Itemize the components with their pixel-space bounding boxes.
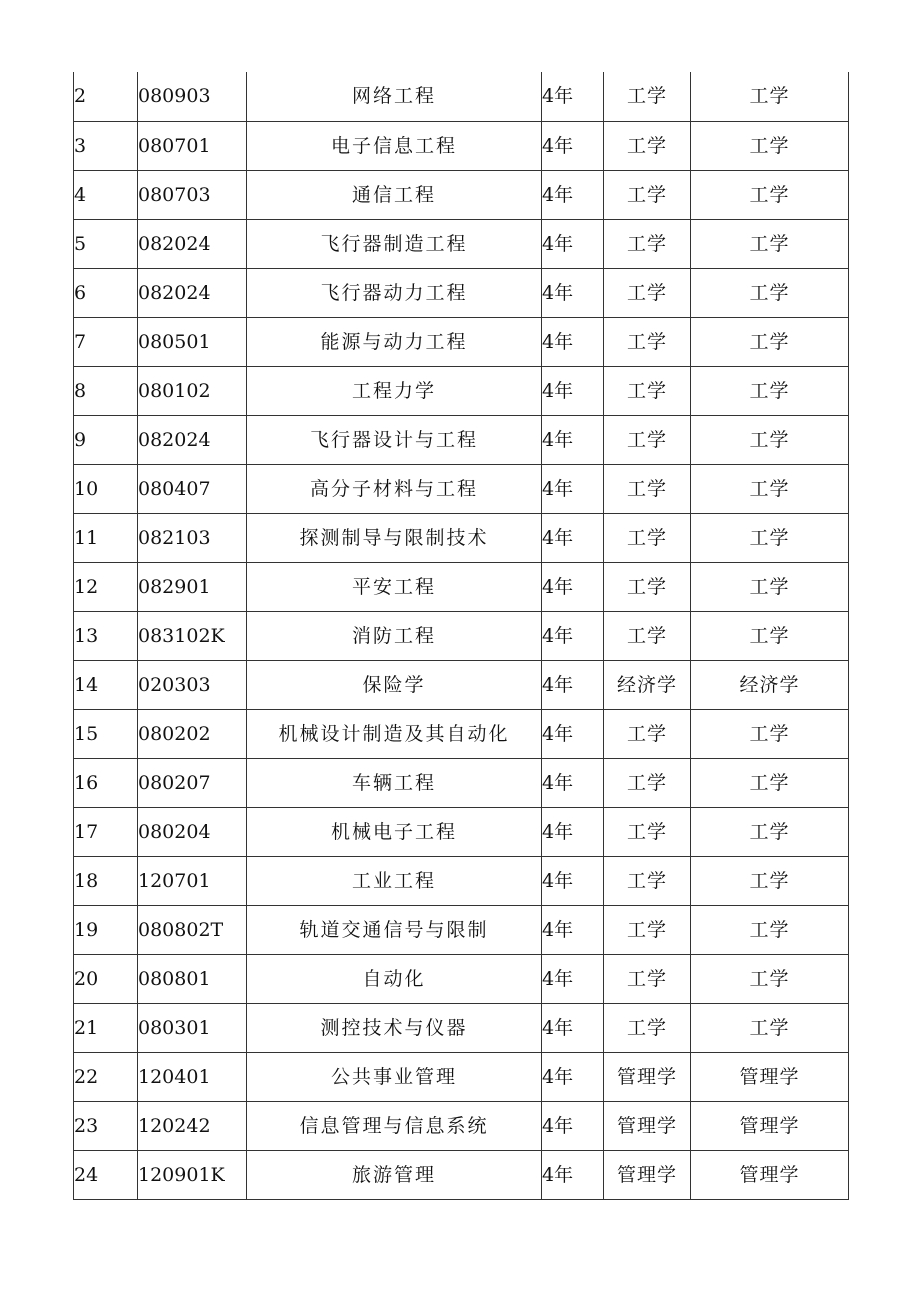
major-code-cell: 120701 <box>138 857 247 906</box>
discipline-category-cell: 工学 <box>604 220 691 269</box>
degree-type-cell: 工学 <box>691 72 849 122</box>
row-number-cell: 17 <box>74 808 138 857</box>
major-code-cell: 080703 <box>138 171 247 220</box>
row-number-cell: 4 <box>74 171 138 220</box>
table-row <box>74 759 849 808</box>
degree-type-cell: 管理学 <box>691 1053 849 1102</box>
major-name-cell: 轨道交通信号与限制 <box>247 906 542 955</box>
discipline-category-cell: 管理学 <box>604 1053 691 1102</box>
row-number-cell: 9 <box>74 416 138 465</box>
row-number-cell: 14 <box>74 661 138 710</box>
discipline-category-cell: 管理学 <box>604 1102 691 1151</box>
row-number-cell: 12 <box>74 563 138 612</box>
table-row <box>74 808 849 857</box>
study-length-cell: 4年 <box>542 808 604 857</box>
table-row <box>74 1004 849 1053</box>
major-name-cell: 车辆工程 <box>247 759 542 808</box>
major-code-cell: 080701 <box>138 122 247 171</box>
major-name-cell: 保险学 <box>247 661 542 710</box>
discipline-category-cell: 工学 <box>604 318 691 367</box>
row-number-cell: 23 <box>74 1102 138 1151</box>
degree-type-cell: 管理学 <box>691 1102 849 1151</box>
major-code-cell: 080102 <box>138 367 247 416</box>
discipline-category-cell: 工学 <box>604 465 691 514</box>
degree-type-cell: 工学 <box>691 514 849 563</box>
major-name-cell: 网络工程 <box>247 72 542 122</box>
table-row <box>74 857 849 906</box>
table-row <box>74 1053 849 1102</box>
major-code-cell: 120401 <box>138 1053 247 1102</box>
study-length-cell: 4年 <box>542 759 604 808</box>
degree-type-cell: 工学 <box>691 465 849 514</box>
row-number-cell: 6 <box>74 269 138 318</box>
degree-type-cell: 工学 <box>691 808 849 857</box>
study-length-cell: 4年 <box>542 122 604 171</box>
degree-type-cell: 经济学 <box>691 661 849 710</box>
study-length-cell: 4年 <box>542 367 604 416</box>
major-code-cell: 120242 <box>138 1102 247 1151</box>
major-name-cell: 飞行器制造工程 <box>247 220 542 269</box>
table-row <box>74 465 849 514</box>
degree-type-cell: 工学 <box>691 367 849 416</box>
discipline-category-cell: 工学 <box>604 1004 691 1053</box>
degree-type-cell: 工学 <box>691 122 849 171</box>
row-number-cell: 24 <box>74 1151 138 1200</box>
major-code-cell: 080207 <box>138 759 247 808</box>
table-row <box>74 318 849 367</box>
study-length-cell: 4年 <box>542 1053 604 1102</box>
discipline-category-cell: 工学 <box>604 808 691 857</box>
row-number-cell: 7 <box>74 318 138 367</box>
major-code-cell: 080802T <box>138 906 247 955</box>
study-length-cell: 4年 <box>542 514 604 563</box>
major-name-cell: 高分子材料与工程 <box>247 465 542 514</box>
discipline-category-cell: 工学 <box>604 514 691 563</box>
table-row <box>74 661 849 710</box>
degree-type-cell: 工学 <box>691 220 849 269</box>
table-row <box>74 906 849 955</box>
major-code-cell: 080301 <box>138 1004 247 1053</box>
degree-type-cell: 管理学 <box>691 1151 849 1200</box>
table-row <box>74 416 849 465</box>
major-code-cell: 120901K <box>138 1151 247 1200</box>
major-name-cell: 电子信息工程 <box>247 122 542 171</box>
table-row <box>74 955 849 1004</box>
study-length-cell: 4年 <box>542 661 604 710</box>
table-row <box>74 171 849 220</box>
study-length-cell: 4年 <box>542 220 604 269</box>
major-name-cell: 飞行器动力工程 <box>247 269 542 318</box>
discipline-category-cell: 管理学 <box>604 1151 691 1200</box>
row-number-cell: 22 <box>74 1053 138 1102</box>
degree-type-cell: 工学 <box>691 416 849 465</box>
discipline-category-cell: 工学 <box>604 367 691 416</box>
table-row <box>74 514 849 563</box>
major-code-cell: 080903 <box>138 72 247 122</box>
study-length-cell: 4年 <box>542 171 604 220</box>
study-length-cell: 4年 <box>542 269 604 318</box>
study-length-cell: 4年 <box>542 563 604 612</box>
degree-type-cell: 工学 <box>691 710 849 759</box>
major-name-cell: 测控技术与仪器 <box>247 1004 542 1053</box>
study-length-cell: 4年 <box>542 318 604 367</box>
table-row <box>74 1102 849 1151</box>
row-number-cell: 5 <box>74 220 138 269</box>
row-number-cell: 3 <box>74 122 138 171</box>
major-code-cell: 082103 <box>138 514 247 563</box>
major-name-cell: 通信工程 <box>247 171 542 220</box>
study-length-cell: 4年 <box>542 710 604 759</box>
degree-type-cell: 工学 <box>691 857 849 906</box>
discipline-category-cell: 工学 <box>604 857 691 906</box>
major-name-cell: 飞行器设计与工程 <box>247 416 542 465</box>
study-length-cell: 4年 <box>542 465 604 514</box>
degree-type-cell: 工学 <box>691 563 849 612</box>
discipline-category-cell: 工学 <box>604 171 691 220</box>
discipline-category-cell: 工学 <box>604 759 691 808</box>
discipline-category-cell: 工学 <box>604 906 691 955</box>
row-number-cell: 21 <box>74 1004 138 1053</box>
row-number-cell: 2 <box>74 72 138 122</box>
major-name-cell: 机械设计制造及其自动化 <box>247 710 542 759</box>
discipline-category-cell: 工学 <box>604 269 691 318</box>
row-number-cell: 20 <box>74 955 138 1004</box>
majors-table <box>73 72 849 1200</box>
major-name-cell: 自动化 <box>247 955 542 1004</box>
major-code-cell: 020303 <box>138 661 247 710</box>
discipline-category-cell: 工学 <box>604 72 691 122</box>
major-name-cell: 信息管理与信息系统 <box>247 1102 542 1151</box>
degree-type-cell: 工学 <box>691 269 849 318</box>
major-name-cell: 消防工程 <box>247 612 542 661</box>
table-row <box>74 269 849 318</box>
study-length-cell: 4年 <box>542 955 604 1004</box>
row-number-cell: 11 <box>74 514 138 563</box>
table-row <box>74 563 849 612</box>
study-length-cell: 4年 <box>542 1102 604 1151</box>
major-code-cell: 080202 <box>138 710 247 759</box>
table-row <box>74 122 849 171</box>
major-name-cell: 探测制导与限制技术 <box>247 514 542 563</box>
table-row <box>74 612 849 661</box>
row-number-cell: 18 <box>74 857 138 906</box>
row-number-cell: 8 <box>74 367 138 416</box>
row-number-cell: 13 <box>74 612 138 661</box>
major-name-cell: 平安工程 <box>247 563 542 612</box>
discipline-category-cell: 工学 <box>604 563 691 612</box>
discipline-category-cell: 工学 <box>604 710 691 759</box>
degree-type-cell: 工学 <box>691 759 849 808</box>
major-code-cell: 082024 <box>138 220 247 269</box>
table-row <box>74 220 849 269</box>
row-number-cell: 16 <box>74 759 138 808</box>
major-name-cell: 工业工程 <box>247 857 542 906</box>
major-code-cell: 082901 <box>138 563 247 612</box>
discipline-category-cell: 经济学 <box>604 661 691 710</box>
degree-type-cell: 工学 <box>691 612 849 661</box>
major-name-cell: 公共事业管理 <box>247 1053 542 1102</box>
study-length-cell: 4年 <box>542 1151 604 1200</box>
table-row <box>74 1151 849 1200</box>
major-name-cell: 工程力学 <box>247 367 542 416</box>
discipline-category-cell: 工学 <box>604 612 691 661</box>
major-code-cell: 083102K <box>138 612 247 661</box>
degree-type-cell: 工学 <box>691 955 849 1004</box>
study-length-cell: 4年 <box>542 612 604 661</box>
major-name-cell: 能源与动力工程 <box>247 318 542 367</box>
degree-type-cell: 工学 <box>691 171 849 220</box>
major-code-cell: 080801 <box>138 955 247 1004</box>
major-name-cell: 机械电子工程 <box>247 808 542 857</box>
table-row <box>74 367 849 416</box>
study-length-cell: 4年 <box>542 857 604 906</box>
table-row <box>74 72 849 122</box>
degree-type-cell: 工学 <box>691 906 849 955</box>
table-row <box>74 710 849 759</box>
degree-type-cell: 工学 <box>691 1004 849 1053</box>
study-length-cell: 4年 <box>542 72 604 122</box>
row-number-cell: 15 <box>74 710 138 759</box>
study-length-cell: 4年 <box>542 1004 604 1053</box>
discipline-category-cell: 工学 <box>604 955 691 1004</box>
major-name-cell: 旅游管理 <box>247 1151 542 1200</box>
discipline-category-cell: 工学 <box>604 122 691 171</box>
major-code-cell: 080407 <box>138 465 247 514</box>
row-number-cell: 10 <box>74 465 138 514</box>
degree-type-cell: 工学 <box>691 318 849 367</box>
row-number-cell: 19 <box>74 906 138 955</box>
major-code-cell: 080204 <box>138 808 247 857</box>
study-length-cell: 4年 <box>542 906 604 955</box>
major-code-cell: 080501 <box>138 318 247 367</box>
study-length-cell: 4年 <box>542 416 604 465</box>
major-code-cell: 082024 <box>138 269 247 318</box>
discipline-category-cell: 工学 <box>604 416 691 465</box>
majors-table-body <box>74 72 849 1200</box>
major-code-cell: 082024 <box>138 416 247 465</box>
